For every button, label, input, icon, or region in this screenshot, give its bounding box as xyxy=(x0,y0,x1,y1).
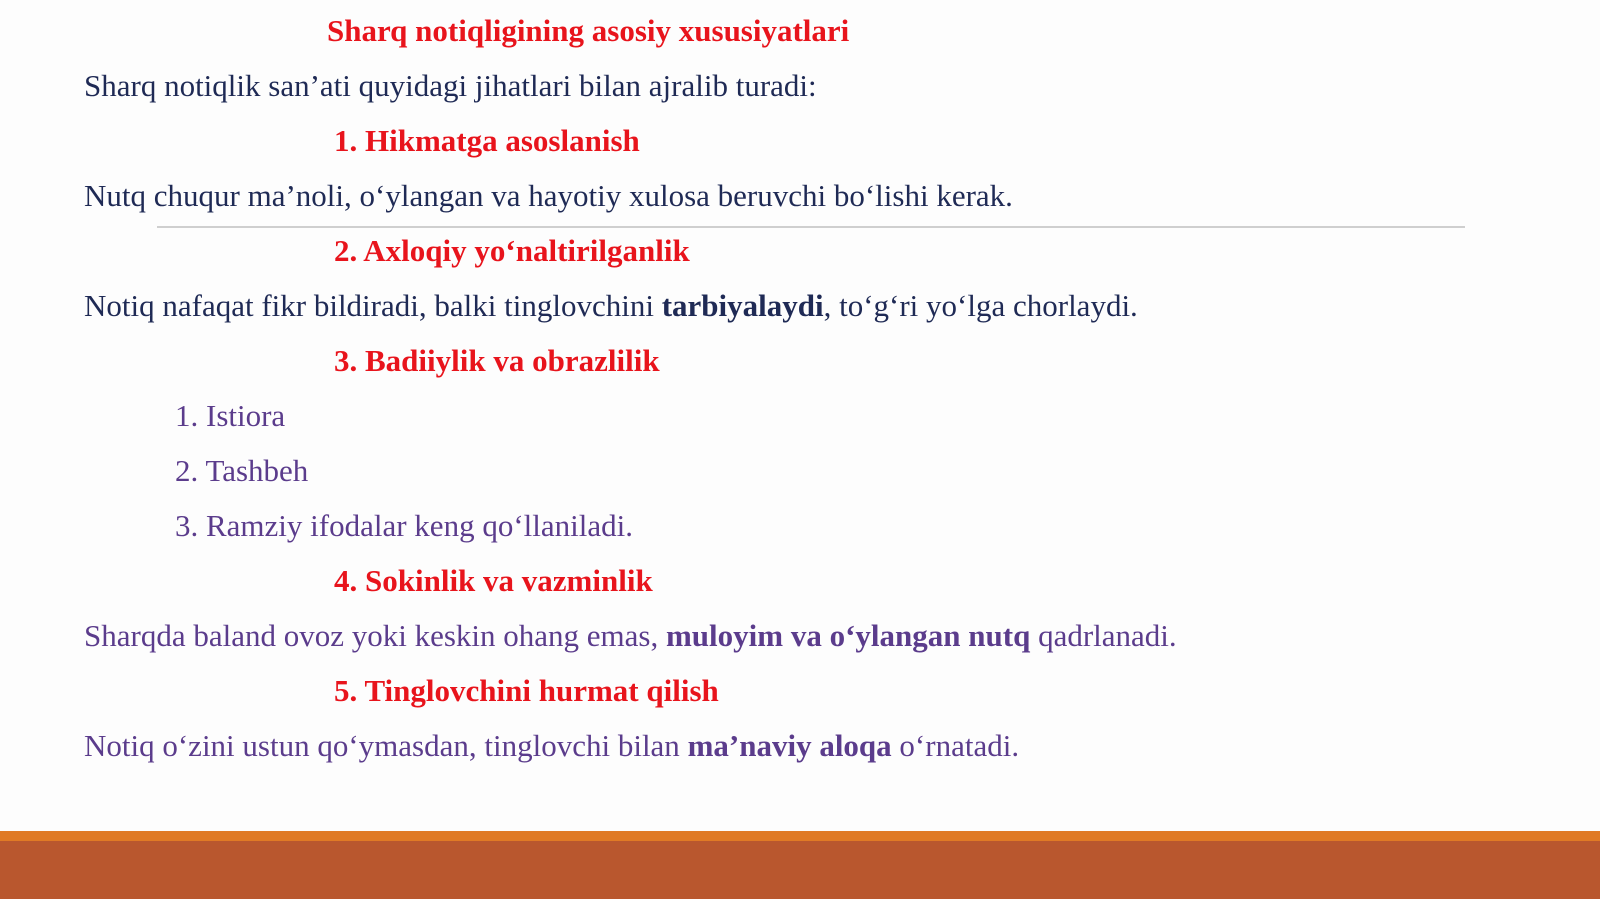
divider-line xyxy=(157,226,1465,228)
section-4-text-start: Sharqda baland ovoz yoki keskin ohang emas, xyxy=(84,618,666,653)
section-2-text-bold: tarbiyalaydi xyxy=(661,288,824,323)
section-4-heading: 4. Sokinlik va vazminlik xyxy=(334,563,653,598)
section-5-text-end: o‘rnatadi. xyxy=(891,728,1020,763)
section-5-text-start: Notiq o‘zini ustun qo‘ymasdan, tinglovchi bilan xyxy=(84,728,688,763)
section-2-text-start: Notiq nafaqat fikr bildiradi, balki tinglovchini xyxy=(84,288,662,323)
footer-accent-stripe xyxy=(0,831,1600,841)
section-4-text-bold: muloyim va o‘ylangan nutq xyxy=(665,618,1031,653)
list-item: 1. Istiora xyxy=(175,398,286,433)
section-1-heading: 1. Hikmatga asoslanish xyxy=(334,123,640,158)
section-2-heading: 2. Axloqiy yo‘naltirilganlik xyxy=(334,233,690,268)
section-5-text-bold: ma’naviy aloqa xyxy=(687,728,892,763)
section-5-heading: 5. Tinglovchini hurmat qilish xyxy=(334,673,719,708)
intro-text: Sharq notiqlik san’ati quyidagi jihatlari bilan ajralib turadi: xyxy=(84,68,817,103)
slide-title: Sharq notiqligining asosiy xususiyatlari xyxy=(327,13,850,48)
section-2-text xyxy=(84,288,1138,324)
section-5-text xyxy=(84,728,1019,764)
list-item: 2. Tashbeh xyxy=(175,453,309,488)
section-3-heading: 3. Badiiylik va obrazlilik xyxy=(334,343,660,378)
section-1-text: Nutq chuqur ma’noli, o‘ylangan va hayotiy xulosa beruvchi bo‘lishi kerak. xyxy=(84,178,1013,213)
list-item: 3. Ramziy ifodalar keng qo‘llaniladi. xyxy=(175,508,633,543)
section-4-text-end: qadrlanadi. xyxy=(1030,618,1177,653)
section-2-text-end: , to‘g‘ri yo‘lga chorlaydi. xyxy=(823,288,1138,323)
footer-band xyxy=(0,841,1600,899)
section-4-text xyxy=(84,618,1177,654)
